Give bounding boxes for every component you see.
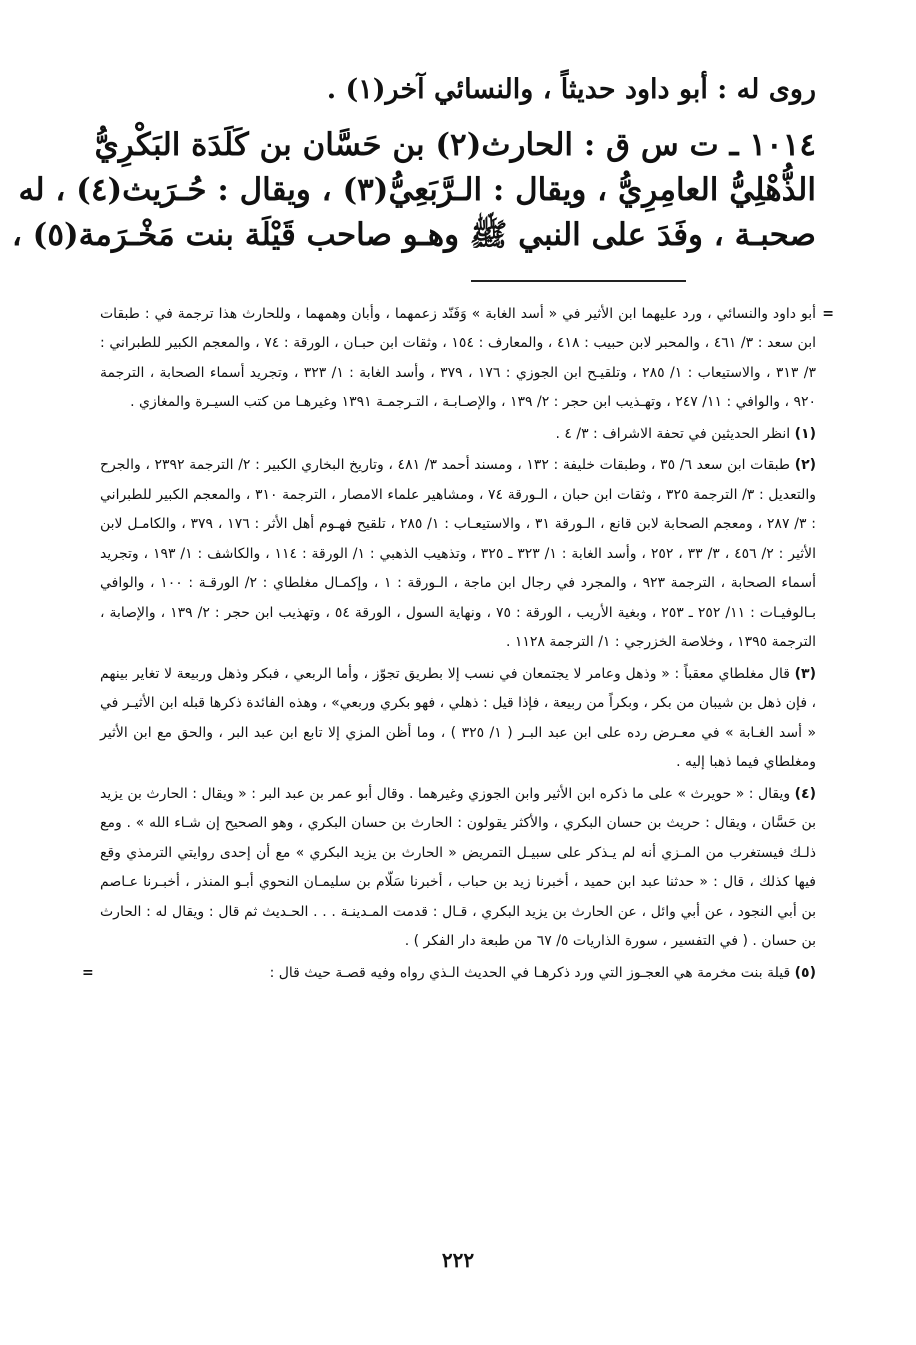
footnotes xyxy=(82,300,834,989)
main-text xyxy=(11,70,816,258)
continuation-mark: = xyxy=(822,305,834,322)
footnote-separator xyxy=(471,280,686,282)
main-line: الذُّهْلِيُّ العامِرِيُّ ، ويقال : الـرَّبَعِيُّ(٣) ، ويقال : حُـرَيث(٤) ، له xyxy=(18,172,816,209)
footnote-number: (١) xyxy=(794,425,816,442)
footnote-number: (٤) xyxy=(794,785,816,802)
main-line: روى له : أبو داود حديثاً ، والنسائي آخر(١) . xyxy=(326,74,816,105)
main-line: صحبـة ، وفَدَ على النبي ﷺ وهـو صاحب قَيْلَة بنت مَخْـرَمة(٥) ، xyxy=(11,217,816,254)
footnote-text: قيلة بنت مخرمة هي العجـوز التي ورد ذكرهـا في الحديث الـذي رواه وفيه قصـة حيث قال : xyxy=(269,964,791,981)
footnote-text: قال مغلطاي معقباً : « وذهل وعامر لا يجتمعان في نسب إلا بطريق تجوّز ، وأما الربعي ، فبكر وذهل وربيعة لا تغاير بينهم ، فإن ذهل بن شيبان من بكر ، وبكراً من ربيعة ، فإذا قيل : ذهلي ، فهو بكري وربعي» ، وهذه الفائدة ذكرها قبله ابن الأثيـر في « أسد الغـابة » في معـرض رده على ابن عبد البـر ( ١/ ٣٢٥ ) ، وما أظن المزي إلا تابع ابن عبد البر ، والحق مع ابن الأثير ومغلطاي فيما ذهبا إليه . xyxy=(100,665,817,771)
footnote-text: طبقات ابن سعد ٦/ ٣٥ ، وطبقات خليفة : ١٣٢ ، ومسند أحمد ٣/ ٤٨١ ، وتاريخ البخاري الكبير : ٢/ الترجمة ٢٣٩٢ ، والجرح والتعديل : ٣/ الترجمة ٣٢٥ ، وثقات ابن حبان ، الـورقة ٧٤ ، ومشاهير علماء الامصار ، الترجمة ٣١٠ ، والمعجم الكبير للطبراني : ٣/ ٢٨٧ ، ومعجم الصحابة لابن قانع ، الـورقة ٣١ ، والاستيعـاب : ١/ ٢٨٥ ، تلقيح فهـوم أهل الأثر : ١٧٦ ، ٣٧٩ ، والكامـل لابن الأثير : ٢/ ٤٥٦ ، ٣/ ٣٣ ، ٢٥٢ ، وأسد الغابة : ١/ ٣٢٣ ـ ٣٢٥ ، وتذهيب الذهبي : ١/ الورقة : ١١٤ ، والكاشف : ١/ ١٩٣ ، وتجريد أسماء الصحابة ، الترجمة ٩٢٣ ، والمجرد في رجال ابن ماجة ، الـورقة : ١ ، وإكمـال مغلطاي : ٢/ الورقـة : ١٠٠ ، والوافي بـالوفيـات : ١١/ ٢٥٢ ـ ٢٥٣ ، وبغية الأريب ، الورقة : ٧٥ ، ونهاية السول ، الورقة ٥٤ ، وتهذيب ابن حجر : ٢/ ١٣٩ ، والإصابة ، الترجمة ١٣٩٥ ، وخلاصة الخزرجي : ١/ الترجمة ١١٢٨ . xyxy=(100,457,817,651)
footnote-3 xyxy=(100,660,816,778)
footnote-2 xyxy=(100,451,816,658)
footnote-number: (٣) xyxy=(794,665,816,682)
continuation-mark: = xyxy=(82,964,94,981)
footnote-continued xyxy=(100,300,834,418)
footnote-1 xyxy=(100,420,816,450)
footnote-number: (٢) xyxy=(794,457,817,474)
footnote-text: أبو داود والنسائي ، ورد عليهما ابن الأثير في « أسد الغابة » وَفَنّد زعمهما ، وأبان وهمهما ، وللحارث هذا ترجمة في : طبقات ابن سعد : ٣/ ٤٦١ ، والمحبر لابن حبيب : ٤١٨ ، والمعارف : ١٥٤ ، وثقات ابن حبـان ، الورقة : ٧٤ ، والمعجم الكبير للطبراني : ٣/ ٣١٣ ، والاستيعاب : ١/ ٢٨٥ ، وتلقيـح ابن الجوزي : ١٧٦ ، ٣٧٩ ، وأسد الغابة : ١/ ٣٢٣ ، وتجريد أسماء الصحابة ، الترجمة ٩٢٠ ، والوافي : ١١/ ٢٤٧ ، وتهـذيب ابن حجر : ٢/ ١٣٩ ، والإصـابـة ، التـرجمـة ١٣٩١ وغيرهـا من كتب السيـرة والمغازي . xyxy=(100,305,817,411)
footnote-5 xyxy=(82,959,816,989)
main-line: ١٠١٤ ـ ت س ق : الحارث(٢) بن حَسَّان بن كَلَدَة البَكْرِيُّ xyxy=(94,127,816,164)
footnote-number: (٥) xyxy=(794,964,816,981)
page-number: ٢٢٢ xyxy=(441,1248,475,1272)
footnote-text: انظر الحديثين في تحفة الاشراف : ٣/ ٤ . xyxy=(555,425,791,442)
footnote-text: ويقال : « حويرث » على ما ذكره ابن الأثير وابن الجوزي وغيرهما . وقال أبو عمر بن عبد البر : « ويقال : الحارث بن يزيد بن حَسَّان ، ويقال : حريث بن حسان البكري ، والأكثر يقولون : الحارث بن حسان البكري ، وهو الصحيح إن شـاء الله » . ومع ذلـك فيستغرب من المـزي أنه لم يـذكر على سبيـل التمريض « الحارث بن يزيد البكري » مع أن إحدى روايتي الترمذي وقع فيها كذلك ، قال : « حدثنا عبد ابن حميد ، أخبرنا زيد بن حباب ، أخبرنا سَلّام بن سليمـان النحوي أبـو المنذر ، أخبـرنا عـاصم بن أبي النجود ، عن أبي وائل ، عن الحارث بن يزيد البكري ، قـال : قدمت المـدينـة . . . الحـديث ثم قال : ويقال له : الحارث بن حسان . ( في التفسير ، سورة الذاريات ٥/ ٦٧ من طبعة دار الفكر ) . xyxy=(100,785,816,950)
footnote-4 xyxy=(100,780,816,957)
